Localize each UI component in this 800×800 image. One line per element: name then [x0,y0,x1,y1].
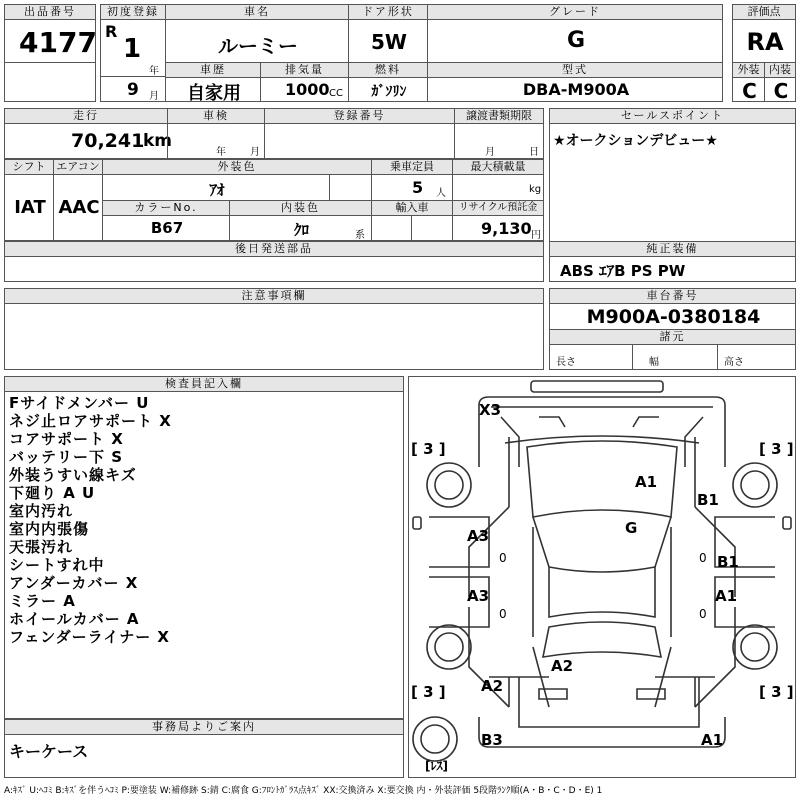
notes-label: 注意事項欄 [4,288,544,304]
capacity-label: 乗車定員 [371,159,453,175]
length-cell [549,344,633,370]
fuel-label: 燃料 [348,62,428,78]
history-cell [165,77,261,102]
aircon-label: エアコン [53,159,103,175]
inspector-note: 室内汚れ [9,502,74,520]
aircon: AAC [58,197,100,218]
colorno: B67 [150,219,184,237]
transfer-cell [454,123,544,159]
inspector-note: Fサイドメンバー U [9,394,150,412]
car-name-cell [165,19,349,63]
shift-label: シフト [4,159,54,175]
fuel: ｶﾞｿﾘﾝ [371,84,407,100]
grade: G [566,28,586,53]
height-cell [717,344,796,370]
car-diagram [409,377,795,777]
model: DBA-M900A [522,80,630,99]
int-color-cell [229,215,372,241]
displacement-cell [260,77,349,102]
office-note: キーケース [9,742,89,761]
int-color-label: 内装色 [229,200,372,216]
fuel-cell [348,77,428,102]
year-unit: 年 [149,66,159,77]
height-label: 高さ [724,357,744,368]
ext-color-cell [102,174,330,201]
damage-mark-a1-hood: A1 [635,473,658,491]
inspector-note: 室内内張傷 [9,520,90,538]
aircon-cell [53,174,103,241]
inspector-note: コアサポート X [9,430,124,448]
history-label: 車歴 [165,62,261,78]
score-label: 評価点 [732,4,796,20]
car-name-label: 車名 [165,4,349,20]
regno-label: 登録番号 [264,108,455,124]
mileage-unit: km [143,131,173,151]
grade-cell [427,19,723,63]
recycle-label: リサイクル預託金 [452,200,544,216]
lot-no-cell [4,19,96,63]
score: RA [746,28,784,56]
inspector-note: 天張汚れ [9,538,74,556]
mileage-label: 走行 [4,108,168,124]
parts-cell [4,256,544,282]
zero-mark-right-front: 0 [699,551,707,565]
recycle: 9,130 [481,219,532,238]
inspection-label: 車検 [167,108,265,124]
regno-cell [264,123,455,159]
recycle-unit: 円 [531,230,541,241]
tire-tread-front-right: [ 3 ] [759,440,794,458]
inspector-note: ミラー A [9,592,76,610]
tire-tread-front-left: [ 3 ] [411,440,446,458]
mileage-cell [4,123,173,159]
damage-mark-b3: B3 [481,731,503,749]
salespoint-label: セールスポイント [549,108,796,124]
maxload-unit: kg [529,184,542,195]
displacement-label: 排気量 [260,62,349,78]
inspector-note: バッテリー下 S [9,448,124,466]
interior-label: 内装 [764,62,796,78]
int-color: ｸﾛ [293,221,309,239]
inspection-month-unit: 月 [250,147,260,158]
maxload-label: 最大積載量 [452,159,544,175]
maxload-cell [452,174,544,201]
int-color-unit: 系 [355,230,365,241]
door-label: ドア形状 [348,4,428,20]
damage-mark-a1-rear-right: A1 [701,731,724,749]
import-cell-a [371,215,412,241]
reg-year: 1 [123,34,142,64]
damage-mark-g: G [625,519,638,537]
specs-label: 諸元 [549,329,796,345]
damage-mark-a3-left-front: A3 [467,527,490,545]
transfer-month-unit: 月 [485,147,495,158]
exterior-cell [732,77,765,102]
door-cell [348,19,428,63]
capacity: 5 [412,178,424,197]
length-label: 長さ [556,357,576,368]
reg-month: 9 [127,80,139,100]
legend: A:ｷｽﾞ U:ﾍｺﾐ B:ｷｽﾞを伴うﾍｺﾐ P:要塗装 W:補修跡 S:錆 C:腐食 G:ﾌﾛﾝﾄｶﾞﾗｽ点ｷｽﾞ XX:交換済み X:要交換 内・外装評価 5段階ﾗﾝｸ順(A・B・C・D・E) 1 [4,786,603,796]
spare-tire-status: [ﾚｽ] [425,759,448,773]
lot-no-label: 出品番号 [4,4,96,20]
damage-mark-a2-rear-left: A2 [481,677,504,695]
parts-label: 後日発送部品 [4,241,544,257]
tire-tread-rear-left: [ 3 ] [411,683,446,701]
inspector-note: フェンダーライナー X [9,628,170,646]
chassis-number: M900A-0380184 [586,306,761,328]
genuine-equipment: ABS ｴｱB PS PW [560,262,686,280]
import-label: 輸入車 [371,200,453,216]
lot-no: 4177 [19,26,97,59]
colorno-cell [102,215,230,241]
month-unit: 月 [149,91,159,102]
inspector-note: シートすれ中 [9,556,105,574]
shift: IAT [14,197,46,218]
inspector-note: ホイールカバー A [9,610,140,628]
interior-cell [764,77,796,102]
zero-mark-right-rear: 0 [699,607,707,621]
car-name: ルーミー [218,34,298,58]
inspection-year-unit: 年 [216,147,226,158]
width-cell [632,344,718,370]
transfer-label: 譲渡書類期限 [454,108,544,124]
salespoint: ★オークションデビュー★ [553,133,718,149]
inspector-note: 外装うすい線キズ [9,466,137,484]
chassis-cell [549,303,796,330]
inspector-notes [9,394,172,646]
damage-mark-b1-front-right: B1 [697,491,719,509]
shift-cell [4,174,54,241]
exterior-score: C [742,79,757,103]
car-diagram-frame [408,376,796,778]
recycle-cell [452,215,544,241]
office-label: 事務局よりご案内 [4,719,404,735]
reg-month-cell [100,76,166,102]
office-cell [4,734,404,778]
mileage: 70,241 [71,130,145,152]
transfer-day-unit: 日 [529,147,539,158]
ext-color: ｱｵ [209,181,225,199]
era: R [105,22,118,41]
inspector-note: アンダーカバー X [9,574,139,592]
zero-mark-left-rear: 0 [499,607,507,621]
damage-mark-b1-right: B1 [717,553,739,571]
ext-color-label: 外装色 [102,159,372,175]
model-cell [427,77,723,102]
salespoint-cell [549,123,796,243]
capacity-unit: 人 [436,188,446,199]
zero-mark-left-front: 0 [499,551,507,565]
model-label: 型式 [427,62,723,78]
genuine-label: 純正装備 [549,241,796,257]
colorno-label: カラーNo. [102,200,230,216]
displacement-unit: CC [329,88,343,99]
chassis-label: 車台番号 [549,288,796,304]
lot-no-empty [4,62,96,102]
damage-mark-x3: X3 [479,401,502,419]
ext-color-extra [329,174,372,201]
first-reg-label: 初度登録 [100,4,166,20]
width-label: 幅 [649,357,659,368]
notes-cell [4,303,544,370]
exterior-label: 外装 [732,62,765,78]
import-cell-b [411,215,453,241]
inspector-note: ネジ止ロアサポート X [9,412,172,430]
inspector-note: 下廻り A U [9,484,96,502]
score-cell [732,19,796,63]
tire-tread-rear-right: [ 3 ] [759,683,794,701]
grade-label: グレード [427,4,723,20]
damage-mark-a1-right: A1 [715,587,738,605]
displacement: 1000 [285,80,330,99]
first-reg-cell [100,19,166,77]
inspector-label: 検査員記入欄 [4,376,404,392]
history: 自家用 [187,83,241,104]
inspector-cell [4,391,404,719]
capacity-cell [371,174,453,201]
damage-mark-a2-rear: A2 [551,657,574,675]
door: 5W [371,30,407,54]
genuine-cell [549,256,796,282]
damage-mark-a3-left-rear: A3 [467,587,490,605]
inspection-cell [167,123,265,159]
interior-score: C [773,79,789,103]
